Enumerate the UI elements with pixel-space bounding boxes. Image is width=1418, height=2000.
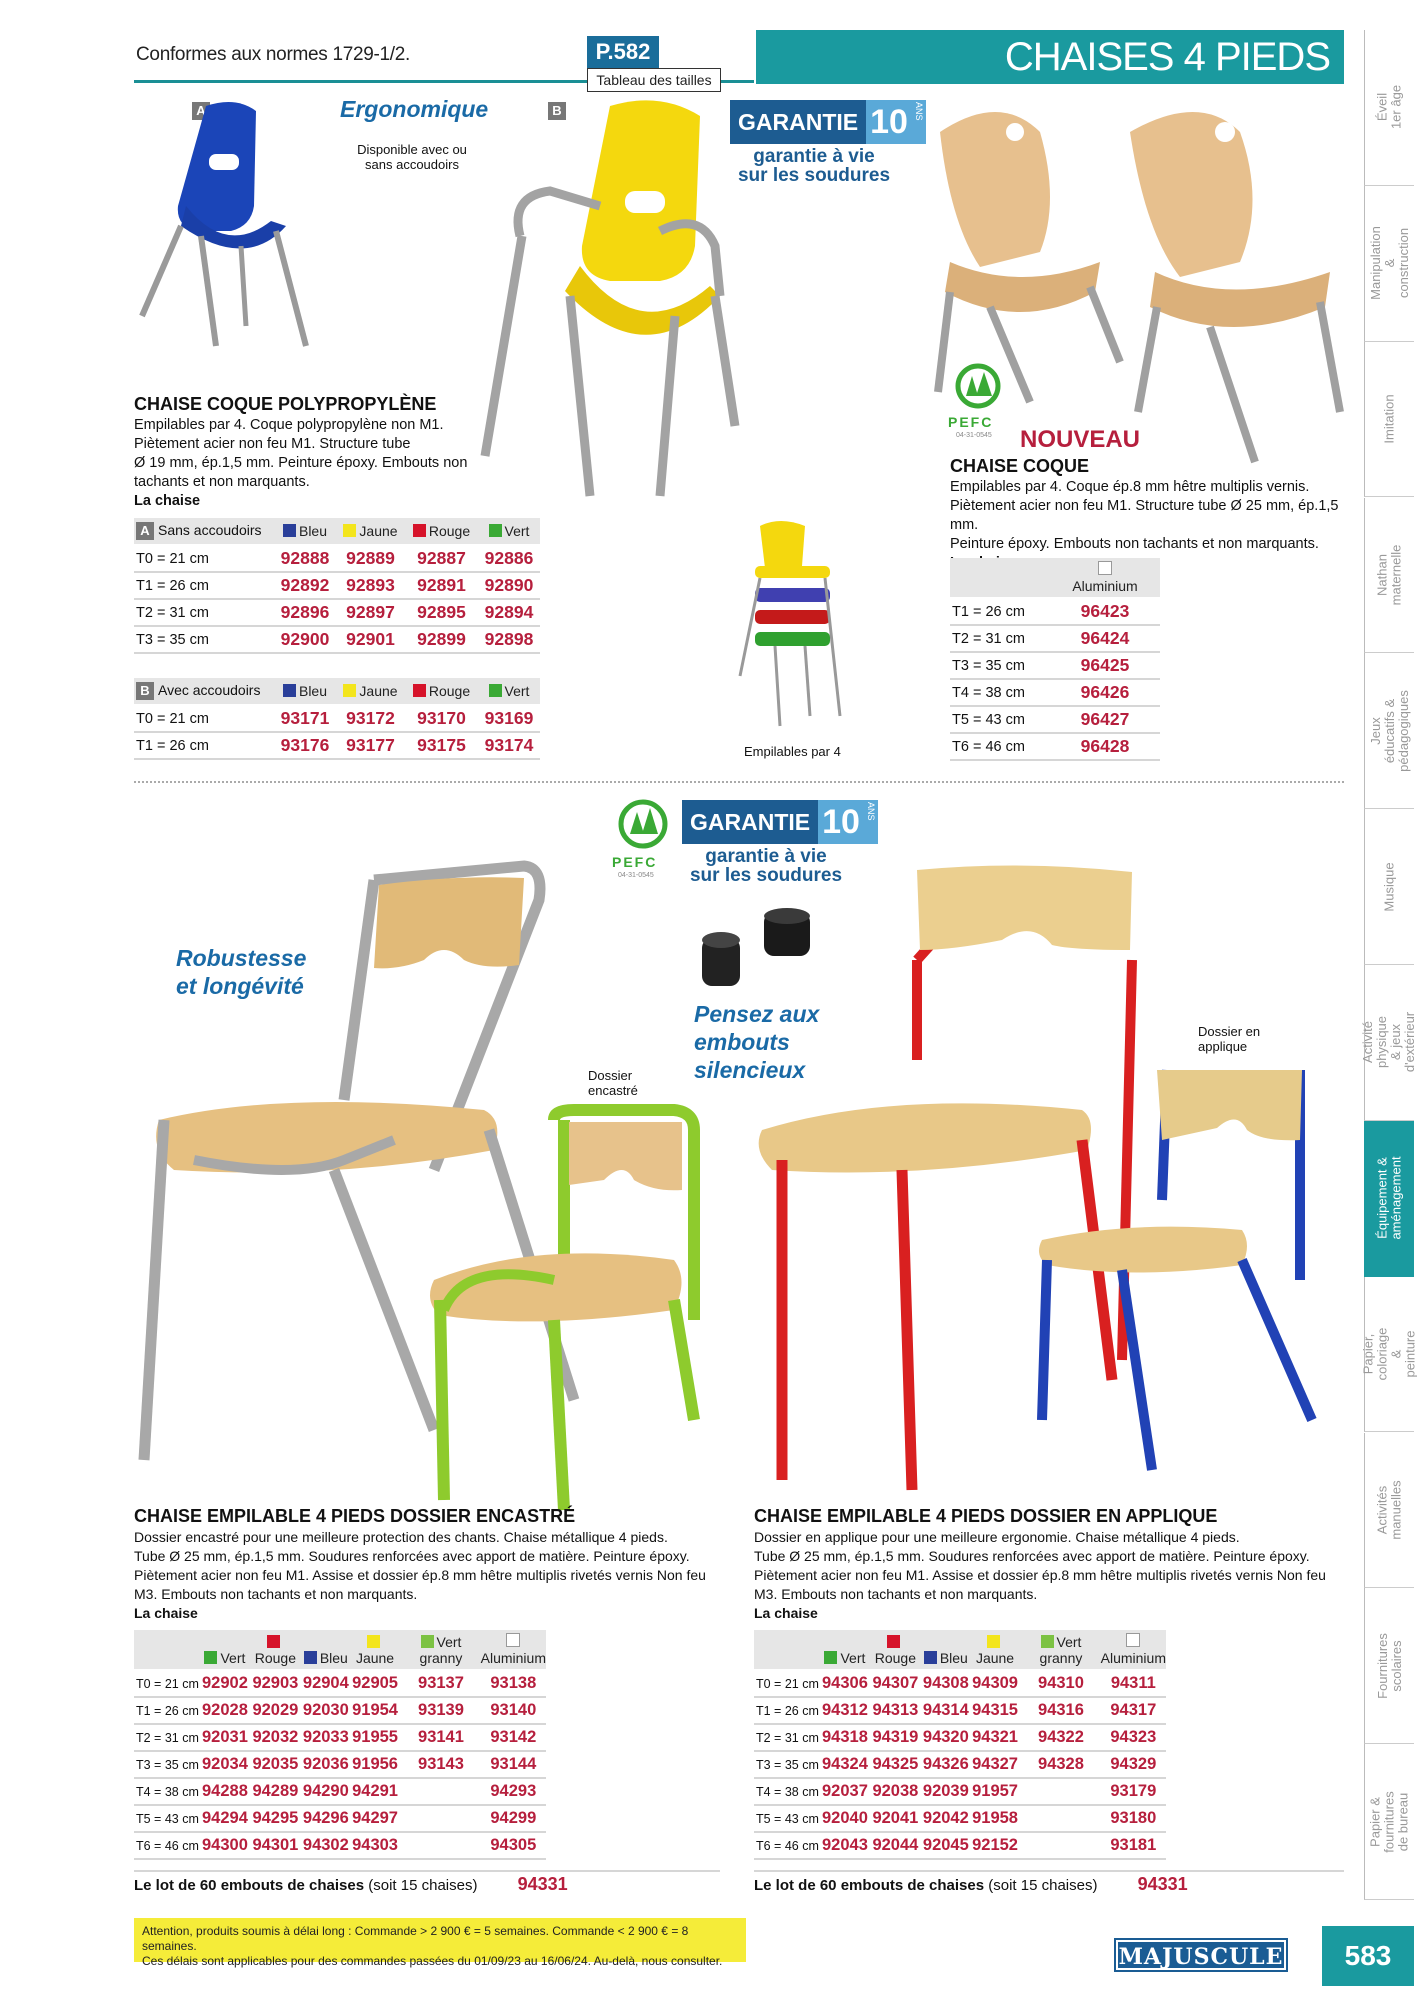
table-row: T0 = 21 cm 92888 92889 92887 92886 <box>134 545 540 572</box>
table-row: T5 = 43 cm 94294 94295 94296 94297 94299 <box>134 1805 546 1832</box>
table-row: T0 = 21 cm 93171 93172 93170 93169 <box>134 705 540 732</box>
page-ref-link[interactable]: P.582 <box>587 36 659 68</box>
table-row: T1 = 26 cm 92892 92893 92891 92890 <box>134 572 540 599</box>
product4-title: CHAISE EMPILABLE 4 PIEDS DOSSIER EN APPLIQUE <box>754 1506 1218 1526</box>
table-row: T1 = 26 cm 93176 93177 93175 93174 <box>134 732 540 759</box>
table-row: T0 = 21 cm 94306 94307 94308 94309 94310 94311 <box>754 1670 1166 1697</box>
product4-desc: Dossier en applique pour une meilleure ergonomie. Chaise métallique 4 pieds. Tube Ø 25 mm, ép.1,5 mm. Soudures renforcées avec apport de matière. Peinture époxy. Piètement acier non feu M1. Assise et dossier ép.8 mm hêtre multiplis rivetés vernis Non feu M3. Embouts non tachants et non marquants. La chaise <box>754 1529 1326 1621</box>
table-row: T5 = 43 cm 96427 <box>950 706 1160 733</box>
section-divider <box>134 781 1344 783</box>
table-row: T1 = 26 cm 92028 92029 92030 91954 93139 93140 <box>134 1697 546 1724</box>
product3-lot: Le lot de 60 embouts de chaises (soit 15 chaises) 94331 <box>134 1874 568 1894</box>
side-tab[interactable]: Papier, coloriage & peinture <box>1364 1277 1414 1433</box>
product1-table-a: A Sans accoudoirs Bleu Jaune Rouge Vert T0 = 21 cm 92888 92889 92887 92886 T1 = 26 cm 92892 92893 92891 92890 T2 = 31 cm 92896 92897 92895 92894 T3 = 35 cm 92900 92901 92899 92898 <box>134 518 540 654</box>
robustesse-headline: Robustesse et longévité <box>176 945 307 999</box>
table-row: T1 = 26 cm 96423 <box>950 598 1160 625</box>
pefc-label: PEFC <box>948 414 994 430</box>
table-row: T3 = 35 cm 94324 94325 94326 94327 94328 94329 <box>754 1751 1166 1778</box>
blue-shell-chair-image <box>136 96 316 356</box>
side-tab[interactable]: Activité physique & jeux d'extérieur <box>1364 965 1414 1121</box>
side-tab[interactable]: Jeux éducatifs & pédagogiques <box>1364 653 1414 809</box>
product1-desc: Empilables par 4. Coque polypropylène non M1. Piètement acier non feu M1. Structure tube Ø 19 mm, ép.1,5 mm. Peinture époxy. Embouts non tachants et non marquants. La chaise <box>134 417 468 509</box>
garantie-badge: GARANTIE 10 ANS garantie à vie sur les soudures <box>730 100 898 185</box>
ergonomique-headline: Ergonomique <box>340 96 489 122</box>
table-row: T2 = 31 cm 94318 94319 94320 94321 94322 94323 <box>754 1724 1166 1751</box>
pefc-logo-2 <box>610 798 676 858</box>
side-tab[interactable]: Activités manuelles <box>1364 1433 1414 1589</box>
side-tab[interactable]: Éveil 1er âge <box>1364 30 1414 186</box>
side-tab[interactable]: Manipulation & construction <box>1364 186 1414 342</box>
table-row: T2 = 31 cm 92896 92897 92895 92894 <box>134 599 540 626</box>
dossier-encastre-label: Dossier encastré <box>588 1068 638 1098</box>
table-row: T6 = 46 cm 94300 94301 94302 94303 94305 <box>134 1832 546 1859</box>
conformity-note: Conformes aux normes 1729-1/2. <box>136 44 411 65</box>
table-row: T5 = 43 cm 92040 92041 92042 91958 93180 <box>754 1805 1166 1832</box>
page-ref-subtitle: Tableau des tailles <box>587 68 721 92</box>
applique-chairs-image <box>752 860 1332 1500</box>
table-row: T6 = 46 cm 92043 92044 92045 92152 93181 <box>754 1832 1166 1859</box>
side-tab[interactable]: Imitation <box>1364 342 1414 498</box>
pefc-code: 04-31-0545 <box>956 432 992 439</box>
empilables-caption: Empilables par 4 <box>744 744 841 759</box>
table-row: T6 = 46 cm 96428 <box>950 733 1160 760</box>
side-tab[interactable]: Papier & fournitures de bureau <box>1364 1744 1414 1900</box>
table-row: T1 = 26 cm 94312 94313 94314 94315 94316 94317 <box>754 1697 1166 1724</box>
product3-table: Vert Rouge Bleu Jaune Vert granny Aluminium T0 = 21 cm 92902 92903 92904 92905 93137 93138 T1 = 26 cm 92028 92029 92030 91954 93139 93140 T2 = 31 cm 92031 92032 92033 91955 93141 93142 T3 = 35 cm 92034 92035 92036 91956 93143 93144 T4 = 38 cm 94288 94289 94290 94291 94293 T5 = 43 cm 94294 94295 94296 94297 94299 T6 = 46 cm 94300 94301 94302 94303 94305 <box>134 1630 546 1860</box>
yellow-armchair-image <box>470 96 750 506</box>
delay-notice: Attention, produits soumis à délai long : Commande > 2 900 € = 5 semaines. Commande < 2 900 € = 8 semaines. Ces délais sont applicables pour des commandes passées du 01/09/23 au 16/06/24. Au-delà, nous consulter. <box>134 1918 746 1962</box>
table-row: T4 = 38 cm 92037 92038 92039 91957 93179 <box>754 1778 1166 1805</box>
stacked-chairs-image <box>730 516 850 736</box>
side-tab[interactable]: Nathan maternelle <box>1364 498 1414 654</box>
product1-title: CHAISE COQUE POLYPROPYLÈNE <box>134 394 437 414</box>
section-title: CHAISES 4 PIEDS <box>756 30 1344 84</box>
table-row: T0 = 21 cm 92902 92903 92904 92905 93137 93138 <box>134 1670 546 1697</box>
garantie-badge-2: GARANTIE 10 ANS garantie à vie sur les soudures <box>682 800 850 885</box>
product2-desc: Empilables par 4. Coque ép.8 mm hêtre multiplis vernis. Piètement acier non feu M1. Structure tube Ø 25 mm, ép.1,5 mm. Peinture époxy. Embouts non tachants et non marquants. <box>950 479 1339 552</box>
side-tab[interactable]: Musique <box>1364 809 1414 965</box>
nouveau-badge: NOUVEAU <box>1020 426 1141 453</box>
product3-desc: Dossier encastré pour une meilleure protection des chants. Chaise métallique 4 pieds. Tube Ø 25 mm, ép.1,5 mm. Soudures renforcées avec apport de matière. Peinture époxy. Piètement acier non feu M1. Assise et dossier ép.8 mm hêtre multiplis rivetés vernis Non feu M3. Embouts non tachants et non marquants. La chaise <box>134 1529 706 1621</box>
table-row: T2 = 31 cm 96424 <box>950 625 1160 652</box>
product2-title: CHAISE COQUE <box>950 456 1090 476</box>
pefc-logo <box>948 364 1008 418</box>
side-tab[interactable]: Équipement & aménagement <box>1364 1121 1414 1277</box>
product4-table: Vert Rouge Bleu Jaune Vert granny Aluminium T0 = 21 cm 94306 94307 94308 94309 94310 94311 T1 = 26 cm 94312 94313 94314 94315 94316 94317 T2 = 31 cm 94318 94319 94320 94321 94322 94323 T3 = 35 cm 94324 94325 94326 94327 94328 94329 T4 = 38 cm 92037 92038 92039 91957 93179 T5 = 43 cm 92040 92041 92042 91958 93180 T6 = 46 cm 92043 92044 92045 92152 93181 <box>754 1630 1166 1860</box>
table-row: T3 = 35 cm 96425 <box>950 652 1160 679</box>
product4-lot: Le lot de 60 embouts de chaises (soit 15 chaises) 94331 <box>754 1874 1188 1894</box>
table-row: T2 = 31 cm 92031 92032 92033 91955 93141 93142 <box>134 1724 546 1751</box>
pefc-label-2: PEFC <box>612 854 658 870</box>
table-row: T4 = 38 cm 96426 <box>950 679 1160 706</box>
brand-logo: MAJUSCULE <box>1116 1940 1286 1970</box>
dossier-applique-label: Dossier en applique <box>1198 1024 1261 1054</box>
product3-title: CHAISE EMPILABLE 4 PIEDS DOSSIER ENCASTRÉ <box>134 1506 576 1526</box>
side-tab[interactable]: Fournitures scolaires <box>1364 1588 1414 1744</box>
letter-a-marker: A <box>192 102 214 120</box>
table-row: T3 = 35 cm 92900 92901 92899 92898 <box>134 626 540 653</box>
letter-b-marker: B <box>548 102 570 120</box>
pefc-code-2: 04-31-0545 <box>618 872 654 879</box>
product2-table: Aluminium T1 = 26 cm 96423 T2 = 31 cm 96424 T3 = 35 cm 96425 T4 = 38 cm 96426 T5 = 43 cm 96427 T6 = 46 cm 96428 <box>950 558 1160 761</box>
product1-table-b: B Avec accoudoirs Bleu Jaune Rouge Vert T0 = 21 cm 93171 93172 93170 93169 T1 = 26 cm 93176 93177 93175 93174 <box>134 678 540 760</box>
disponible-note: Disponible avec ou sans accoudoirs <box>357 142 467 172</box>
table-row: T4 = 38 cm 94288 94289 94290 94291 94293 <box>134 1778 546 1805</box>
encastre-chairs-image <box>134 860 724 1520</box>
table-row: T3 = 35 cm 92034 92035 92036 91956 93143 93144 <box>134 1751 546 1778</box>
pensez-headline: Pensez aux embouts silencieux <box>694 1001 820 1083</box>
page-number: 583 <box>1322 1926 1414 1986</box>
